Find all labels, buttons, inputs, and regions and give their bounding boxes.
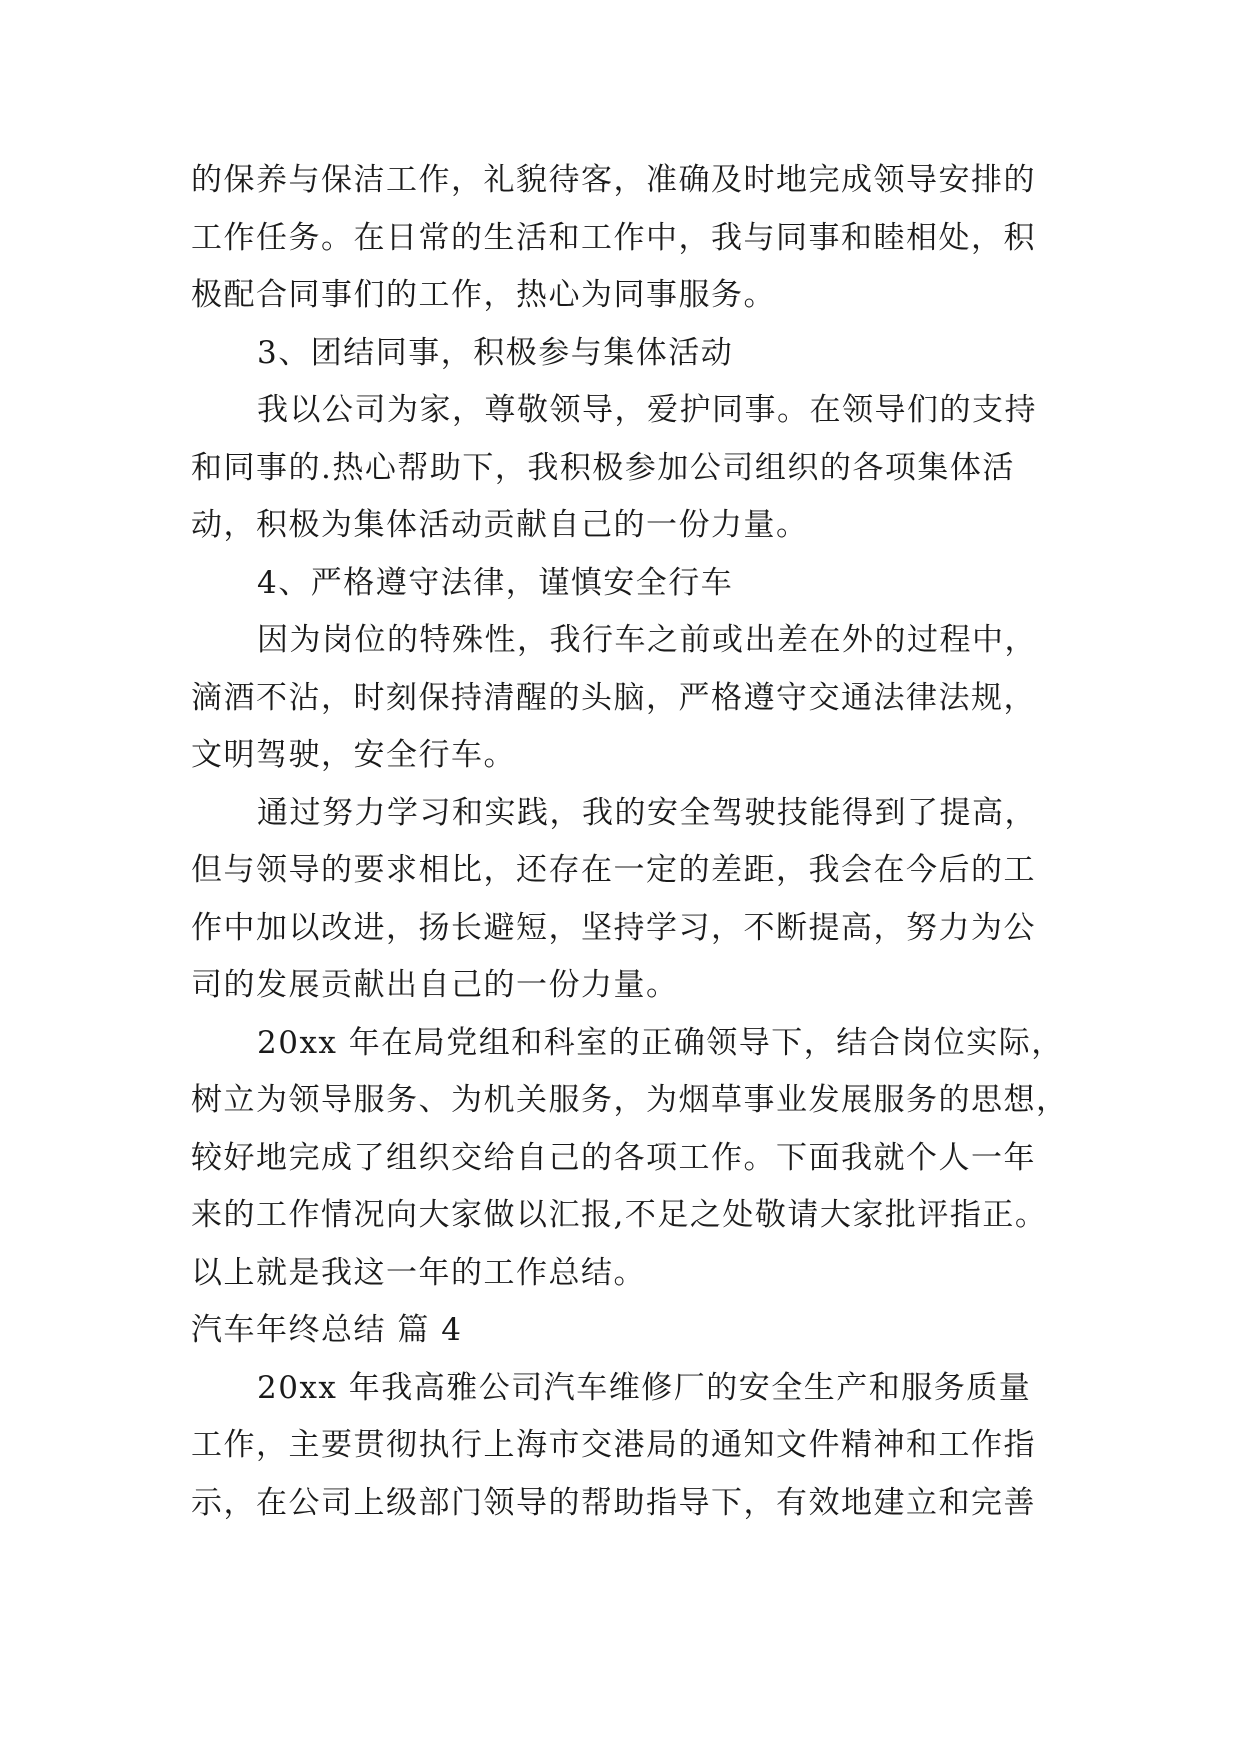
- text-line: 示，在公司上级部门领导的帮助指导下，有效地建立和完善: [191, 1484, 1036, 1521]
- article-title: 汽车年终总结 篇 4: [191, 1312, 463, 1348]
- text-line: 和同事的.热心帮助下，我积极参加公司组织的各项集体活: [191, 449, 1015, 486]
- text-line: 但与领导的要求相比，还存在一定的差距，我会在今后的工: [191, 852, 1036, 888]
- paragraph-start: 20xx 年我高雅公司汽车维修厂的安全生产和服务质量: [257, 1369, 1032, 1406]
- text-line: 作中加以改进，扬长避短，坚持学习，不断提高，努力为公: [191, 909, 1036, 946]
- section-heading-3: 3、团结同事，积极参与集体活动: [257, 334, 734, 371]
- paragraph-start: 20xx 年在局党组和科室的正确领导下，结合岗位实际，: [257, 1024, 1064, 1061]
- paragraph-start: 我以公司为家，尊敬领导，爱护同事。在领导们的支持: [257, 392, 1037, 428]
- paragraph-start: 因为岗位的特殊性，我行车之前或出差在外的过程中，: [257, 622, 1037, 658]
- text-line: 工作任务。在日常的生活和工作中，我与同事和睦相处，积: [191, 219, 1036, 256]
- text-line: 极配合同事们的工作，热心为同事服务。: [191, 277, 776, 313]
- text-line: 以上就是我这一年的工作总结。: [191, 1254, 646, 1291]
- paragraph-start: 通过努力学习和实践，我的安全驾驶技能得到了提高，: [257, 794, 1037, 831]
- text-line: 滴酒不沾，时刻保持清醒的头脑，严格遵守交通法律法规，: [191, 679, 1036, 716]
- text-line: 树立为领导服务、为机关服务，为烟草事业发展服务的思想，: [191, 1082, 1069, 1118]
- text-line: 文明驾驶，安全行车。: [191, 737, 516, 773]
- section-heading-4: 4、严格遵守法律，谨慎安全行车: [257, 564, 734, 601]
- text-line: 工作，主要贯彻执行上海市交港局的通知文件精神和工作指: [191, 1427, 1036, 1463]
- text-line: 司的发展贡献出自己的一份力量。: [191, 967, 679, 1003]
- document-body: [191, 152, 1071, 1532]
- text-line: 较好地完成了组织交给自己的各项工作。下面我就个人一年: [191, 1139, 1036, 1176]
- text-line: 来的工作情况向大家做以汇报,不足之处敬请大家批评指正。: [191, 1197, 1048, 1233]
- text-line: 动，积极为集体活动贡献自己的一份力量。: [191, 507, 809, 543]
- text-line: 的保养与保洁工作，礼貌待客，准确及时地完成领导安排的: [191, 162, 1036, 198]
